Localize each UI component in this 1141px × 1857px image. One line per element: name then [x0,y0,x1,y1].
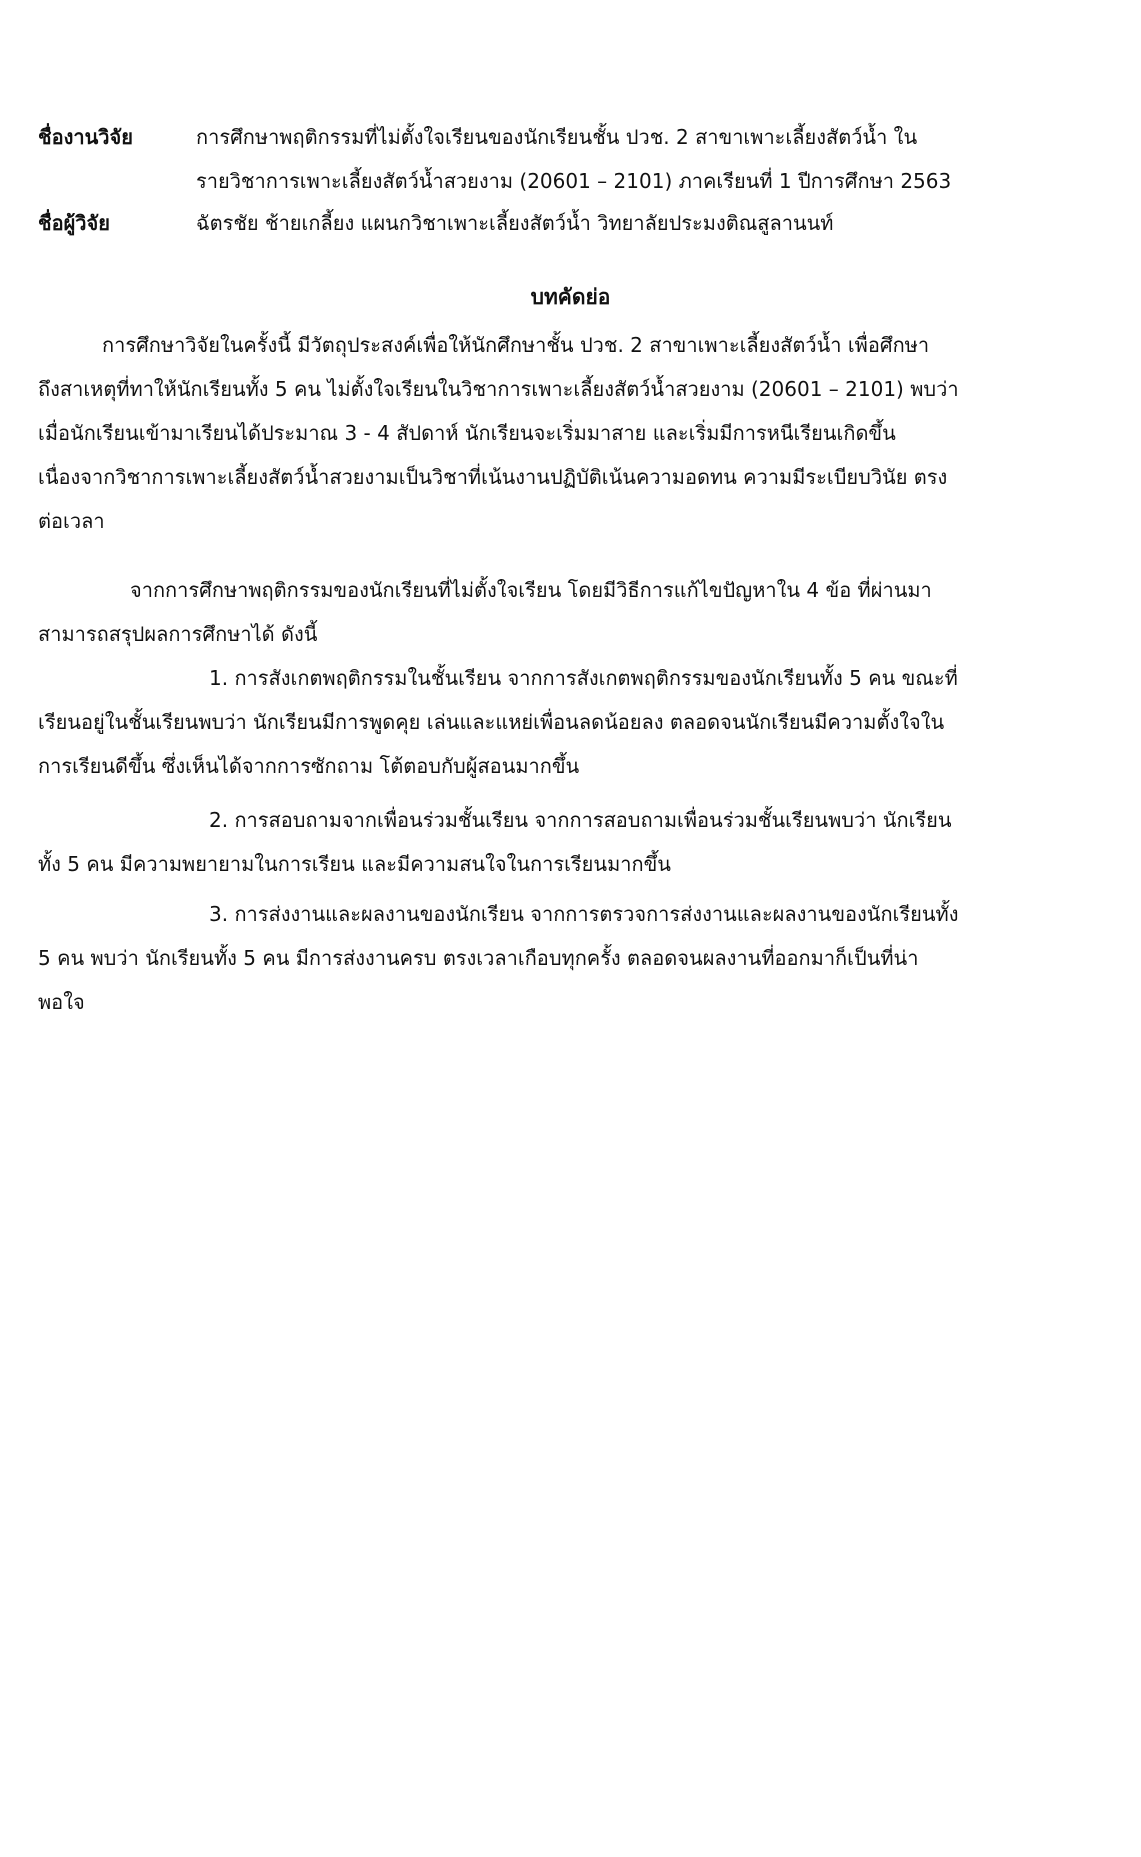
paragraph-line: ทั้ง 5 คน มีความพยายามในการเรียน และมีความสนใจในการเรียนมากขึ้น [38,852,671,876]
research-title-line: การศึกษาพฤติกรรมที่ไม่ตั้งใจเรียนของนักเรียนชั้น ปวช. 2 สาขาเพาะเลี้ยงสัตว์น้ำ ใน [196,125,918,149]
research-metadata [38,115,1078,245]
paragraph-line: ถึงสาเหตุที่ทาให้นักเรียนทั้ง 5 คน ไม่ตั้งใจเรียนในวิชาการเพาะเลี้ยงสัตว์น้ำสวยงาม (20601 – 2101) พบว่า [38,377,959,401]
paragraph-line: เรียนอยู่ในชั้นเรียนพบว่า นักเรียนมีการพูดคุย เล่นและแหย่เพื่อนลดน้อยลง ตลอดจนนักเรียนมีความตั้งใจใน [38,710,945,734]
abstract-paragraph-1 [38,323,1048,543]
paragraph-line: การศึกษาวิจัยในครั้งนี้ มีวัตถุประสงค์เพื่อให้นักศึกษาชั้น ปวช. 2 สาขาเพาะเลี้ยงสัตว์น้ำ เพื่อศึกษา [102,333,930,357]
finding-item-3 [38,892,1048,1024]
paragraph-line: ต่อเวลา [38,509,105,533]
paragraph-line: สามารถสรุปผลการศึกษาได้ ดังนี้ [38,622,318,646]
paragraph-line: 2. การสอบถามจากเพื่อนร่วมชั้นเรียน จากการสอบถามเพื่อนร่วมชั้นเรียนพบว่า นักเรียน [209,808,952,832]
research-title-line: รายวิชาการเพาะเลี้ยงสัตว์น้ำสวยงาม (20601 – 2101) ภาคเรียนที่ 1 ปีการศึกษา 2563 [196,169,952,193]
finding-item-2 [38,798,1048,886]
research-title-row [38,115,1078,203]
abstract-heading: บทคัดย่อ [530,285,611,309]
researcher-row [38,201,1078,245]
researcher-value: ฉัตรชัย ช้ายเกลี้ยง แผนกวิชาเพาะเลี้ยงสัตว์น้ำ วิทยาลัยประมงติณสูลานนท์ [196,211,834,235]
finding-item-1 [38,656,1048,788]
research-title-value [196,115,1078,203]
paragraph-line: 1. การสังเกตพฤติกรรมในชั้นเรียน จากการสังเกตพฤติกรรมของนักเรียนทั้ง 5 คน ขณะที่ [209,666,958,690]
research-title-label: ชื่องานวิจัย [38,125,133,149]
paragraph-line: การเรียนดีขึ้น ซึ่งเห็นได้จากการซักถาม โต้ตอบกับผู้สอนมากขึ้น [38,754,580,778]
abstract-paragraph-2 [38,568,1048,656]
paragraph-line: จากการศึกษาพฤติกรรมของนักเรียนที่ไม่ตั้งใจเรียน โดยมีวิธีการแก้ไขปัญหาใน 4 ข้อ ที่ผ่านมา [130,578,932,602]
researcher-label: ชื่อผู้วิจัย [38,211,110,235]
paragraph-line: พอใจ [38,990,85,1014]
paragraph-line: เนื่องจากวิชาการเพาะเลี้ยงสัตว์น้ำสวยงามเป็นวิชาที่เน้นงานปฏิบัติเน้นความอดทน ความมีระเบียบวินัย ตรง [38,465,948,489]
paragraph-line: 3. การส่งงานและผลงานของนักเรียน จากการตรวจการส่งงานและผลงานของนักเรียนทั้ง [209,902,959,926]
paragraph-line: 5 คน พบว่า นักเรียนทั้ง 5 คน มีการส่งงานครบ ตรงเวลาเกือบทุกครั้ง ตลอดจนผลงานที่ออกมาก็เป็นที่น่า [38,946,919,970]
paragraph-line: เมื่อนักเรียนเข้ามาเรียนได้ประมาณ 3 - 4 สัปดาห์ นักเรียนจะเริ่มมาสาย และเริ่มมีการหนีเรียนเกิดขึ้น [38,421,896,445]
